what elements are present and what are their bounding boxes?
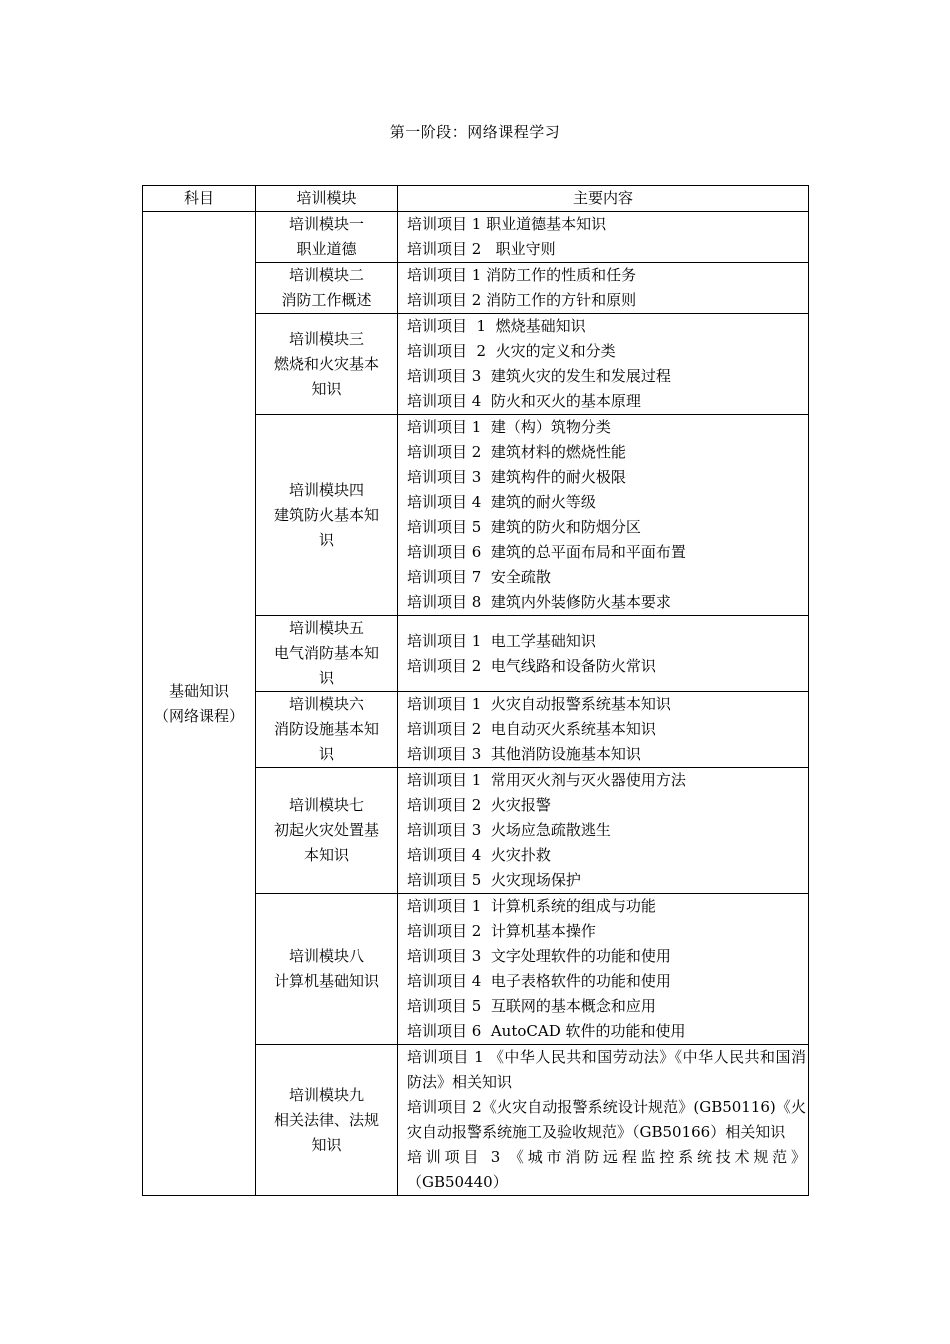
training-item: 培训项目 5 火灾现场保护 xyxy=(407,871,581,889)
content-cell xyxy=(398,212,809,263)
table-row xyxy=(143,212,809,263)
content-cell xyxy=(398,616,809,692)
training-syllabus-table xyxy=(142,185,809,1196)
module-name-line: 消防工作概述 xyxy=(281,291,372,309)
module-name-line: 培训模块三 xyxy=(288,329,364,348)
training-item: 培训项目 2 电自动灭火系统基本知识 xyxy=(407,720,656,738)
module-name-line: 培训模块七 xyxy=(288,796,364,814)
training-item: 培训项目 2 计算机基本操作 xyxy=(407,922,596,940)
module-name-line: 电气消防基本知 xyxy=(273,644,379,662)
module-cell xyxy=(256,768,398,894)
training-item: 培训项目 6 建筑的总平面布局和平面布置 xyxy=(407,543,686,561)
module-cell xyxy=(256,692,398,768)
module-name-line: 培训模块一 xyxy=(288,215,364,233)
module-cell xyxy=(256,894,398,1045)
module-cell xyxy=(256,212,398,263)
module-cell xyxy=(256,616,398,692)
content-cell xyxy=(398,894,809,1045)
training-item: 培训项目 5 互联网的基本概念和应用 xyxy=(407,997,656,1015)
training-item: 培训项目 2《火灾自动报警系统设计规范》(GB50116)《火灾自动报警系统施工及验收规范》（GB50166）相关知识 xyxy=(407,1098,806,1141)
training-item: 培训项目 2 职业守则 xyxy=(407,240,556,258)
module-name-line: 培训模块五 xyxy=(288,619,364,637)
module-name-line: 相关法律、法规 xyxy=(273,1110,379,1129)
subject-line: （网络课程） xyxy=(153,706,244,725)
training-item: 培训项目 3 其他消防设施基本知识 xyxy=(407,745,641,763)
module-name-line: 培训模块二 xyxy=(288,266,364,284)
training-item: 培训项目 4 防火和灭火的基本原理 xyxy=(407,392,641,410)
module-name-line: 培训模块八 xyxy=(288,947,364,965)
subject-line: 基础知识 xyxy=(168,681,229,700)
module-cell xyxy=(256,263,398,314)
content-cell xyxy=(398,314,809,415)
training-item: 培训项目 3 文字处理软件的功能和使用 xyxy=(407,947,671,965)
module-name-line: 培训模块四 xyxy=(288,480,364,499)
header-content: 主要内容 xyxy=(398,186,809,212)
module-cell xyxy=(256,1045,398,1196)
module-name-line: 识 xyxy=(318,745,334,763)
content-cell xyxy=(398,1045,809,1196)
header-module: 培训模块 xyxy=(256,186,398,212)
training-item: 培训项目 3 建筑构件的耐火极限 xyxy=(407,468,626,486)
training-item: 培训项目 2 消防工作的方针和原则 xyxy=(407,291,637,309)
training-item: 培训项目 8 建筑内外装修防火基本要求 xyxy=(407,593,671,611)
content-cell xyxy=(398,768,809,894)
training-item: 培训项目 1 职业道德基本知识 xyxy=(407,215,607,233)
module-name-line: 计算机基础知识 xyxy=(273,972,379,990)
module-name-line: 识 xyxy=(318,530,334,549)
training-item: 培训项目 1 电工学基础知识 xyxy=(407,631,596,650)
training-item: 培训项目 6 AutoCAD 软件的功能和使用 xyxy=(407,1022,686,1040)
module-name-line: 知识 xyxy=(311,379,342,398)
module-cell xyxy=(256,314,398,415)
training-item: 培训项目 2 火灾的定义和分类 xyxy=(407,342,616,360)
header-subject: 科目 xyxy=(143,186,256,212)
training-item: 培训项目 7 安全疏散 xyxy=(407,568,551,586)
module-name-line: 识 xyxy=(318,669,334,687)
module-name-line: 初起火灾处置基 xyxy=(273,821,379,839)
content-cell xyxy=(398,415,809,616)
training-item: 培训项目 1 计算机系统的组成与功能 xyxy=(407,897,656,915)
content-cell xyxy=(398,263,809,314)
training-item: 培训项目 2 火灾报警 xyxy=(407,796,551,814)
module-name-line: 建筑防火基本知 xyxy=(273,505,379,524)
training-item: 培训项目 3 建筑火灾的发生和发展过程 xyxy=(407,367,671,385)
module-name-line: 消防设施基本知 xyxy=(273,720,379,738)
table-header-row xyxy=(143,186,809,212)
module-name-line: 燃烧和火灾基本 xyxy=(273,354,379,373)
training-item: 培训项目 2 电气线路和设备防火常识 xyxy=(407,656,656,675)
training-item: 培训项目 1 火灾自动报警系统基本知识 xyxy=(407,695,671,713)
training-item: 培训项目 4 电子表格软件的功能和使用 xyxy=(407,972,671,990)
training-item: 培训项目 1 建（构）筑物分类 xyxy=(407,418,611,436)
page-title: 第一阶段：网络课程学习 xyxy=(389,123,561,141)
module-name-line: 知识 xyxy=(311,1135,342,1154)
training-item: 培训项目 3 火场应急疏散逃生 xyxy=(407,821,611,839)
training-item: 培训项目 1 《中华人民共和国劳动法》《中华人民共和国消防法》相关知识 xyxy=(407,1048,806,1091)
training-item: 培训项目 3 《城市消防远程监控系统技术规范》（GB50440） xyxy=(407,1148,806,1191)
training-item: 培训项目 1 常用灭火剂与灭火器使用方法 xyxy=(407,771,686,789)
training-item: 培训项目 4 火灾扑救 xyxy=(407,846,551,864)
module-cell xyxy=(256,415,398,616)
module-name-line: 培训模块六 xyxy=(288,695,364,713)
subject-cell xyxy=(143,212,256,1196)
module-name-line: 职业道德 xyxy=(296,240,357,258)
module-name-line: 培训模块九 xyxy=(288,1085,364,1104)
training-item: 培训项目 1 消防工作的性质和任务 xyxy=(407,266,637,284)
training-item: 培训项目 1 燃烧基础知识 xyxy=(407,317,586,335)
training-item: 培训项目 5 建筑的防火和防烟分区 xyxy=(407,518,641,536)
module-name-line: 本知识 xyxy=(303,846,349,864)
content-cell xyxy=(398,692,809,768)
training-item: 培训项目 4 建筑的耐火等级 xyxy=(407,493,596,511)
training-item: 培训项目 2 建筑材料的燃烧性能 xyxy=(407,443,626,461)
